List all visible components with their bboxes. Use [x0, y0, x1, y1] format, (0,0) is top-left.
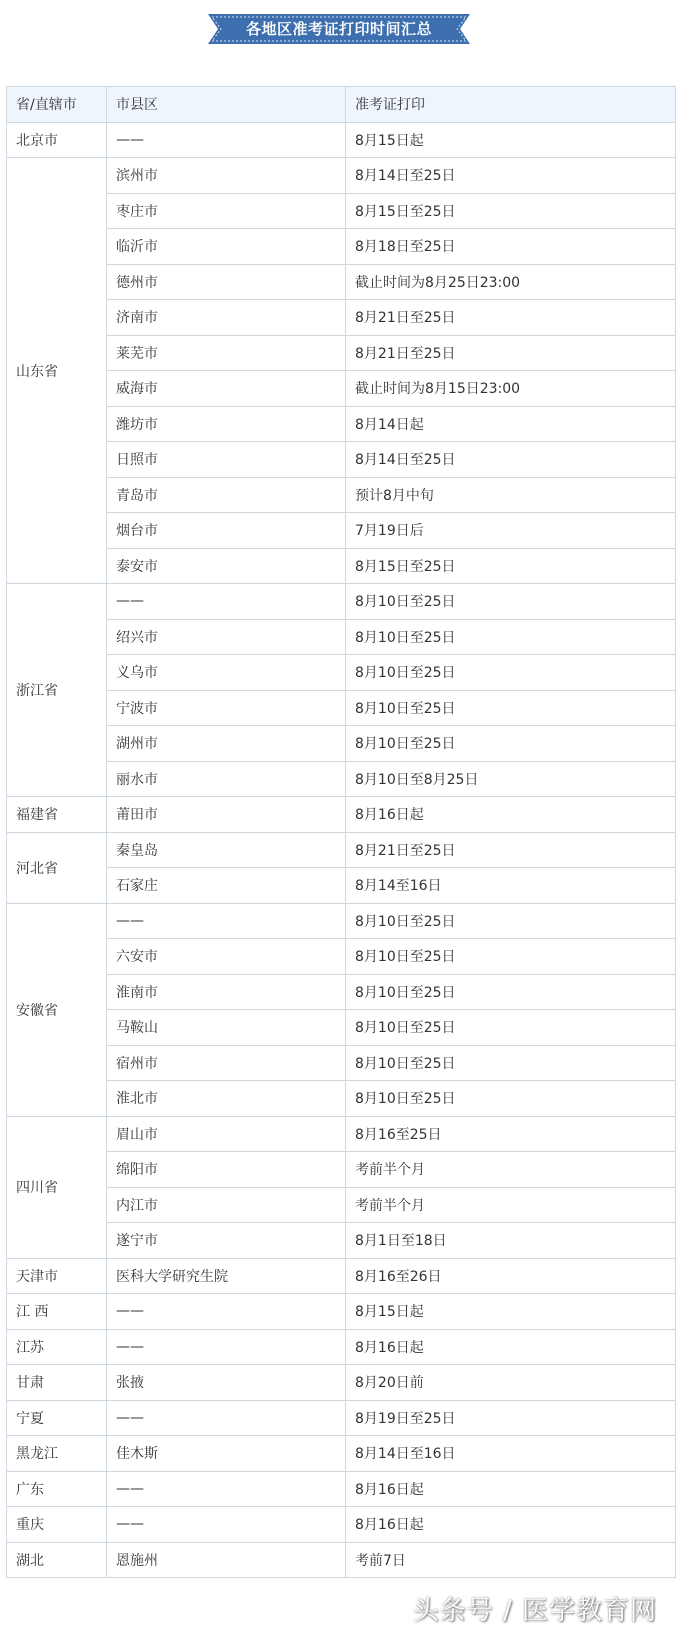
city-cell: 义乌市 [107, 655, 346, 691]
print-date-cell: 8月21日至25日 [346, 300, 676, 336]
print-date-cell: 8月15日起 [346, 122, 676, 158]
table-row [7, 371, 676, 407]
table-row [7, 903, 676, 939]
province-cell: 黑龙江 [7, 1436, 107, 1472]
province-cell: 河北省 [7, 832, 107, 903]
city-cell: 张掖 [107, 1365, 346, 1401]
print-date-cell: 7月19日后 [346, 513, 676, 549]
province-cell: 山东省 [7, 158, 107, 584]
province-cell: 江苏 [7, 1329, 107, 1365]
print-date-cell: 8月1日至18日 [346, 1223, 676, 1259]
print-date-cell: 8月18日至25日 [346, 229, 676, 265]
table-row [7, 868, 676, 904]
print-date-cell: 8月10日至25日 [346, 974, 676, 1010]
table-row [7, 1258, 676, 1294]
city-cell: —— [107, 122, 346, 158]
print-date-cell: 8月10日至8月25日 [346, 761, 676, 797]
table-row [7, 300, 676, 336]
print-date-cell: 8月21日至25日 [346, 335, 676, 371]
province-cell: 安徽省 [7, 903, 107, 1116]
province-cell: 福建省 [7, 797, 107, 833]
table-row [7, 832, 676, 868]
header-province: 省/直辖市 [7, 87, 107, 123]
table-row [7, 1542, 676, 1578]
city-cell: 宿州市 [107, 1045, 346, 1081]
city-cell: —— [107, 584, 346, 620]
city-cell: 济南市 [107, 300, 346, 336]
city-cell: 莱芜市 [107, 335, 346, 371]
city-cell: 枣庄市 [107, 193, 346, 229]
watermark: 头条号 / 医学教育网 [412, 1596, 657, 1626]
print-date-cell: 8月10日至25日 [346, 1081, 676, 1117]
province-cell: 宁夏 [7, 1400, 107, 1436]
print-date-cell: 考前半个月 [346, 1152, 676, 1188]
print-date-cell: 8月10日至25日 [346, 584, 676, 620]
city-cell: —— [107, 1400, 346, 1436]
city-cell: 眉山市 [107, 1116, 346, 1152]
print-date-cell: 8月16日起 [346, 797, 676, 833]
print-date-cell: 8月20日前 [346, 1365, 676, 1401]
table-row [7, 406, 676, 442]
table-row [7, 1081, 676, 1117]
table-row [7, 1010, 676, 1046]
table-row [7, 1294, 676, 1330]
city-cell: 丽水市 [107, 761, 346, 797]
province-cell: 天津市 [7, 1258, 107, 1294]
city-cell: 德州市 [107, 264, 346, 300]
table-row [7, 1507, 676, 1543]
city-cell: 临沂市 [107, 229, 346, 265]
print-date-cell: 8月10日至25日 [346, 1045, 676, 1081]
banner-title: 各地区准考证打印时间汇总 [245, 20, 432, 38]
city-cell: —— [107, 1471, 346, 1507]
city-cell: 潍坊市 [107, 406, 346, 442]
table-row [7, 264, 676, 300]
print-date-cell: 8月16日起 [346, 1507, 676, 1543]
print-date-cell: 考前半个月 [346, 1187, 676, 1223]
table-header-row [7, 87, 676, 123]
city-cell: 马鞍山 [107, 1010, 346, 1046]
print-date-cell: 8月16至25日 [346, 1116, 676, 1152]
table-row [7, 442, 676, 478]
table-row [7, 761, 676, 797]
city-cell: 莆田市 [107, 797, 346, 833]
print-date-cell: 8月15日起 [346, 1294, 676, 1330]
print-date-cell: 8月10日至25日 [346, 726, 676, 762]
print-date-cell: 8月14至16日 [346, 868, 676, 904]
table-row [7, 797, 676, 833]
print-date-cell: 8月21日至25日 [346, 832, 676, 868]
table-body [7, 122, 676, 1578]
city-cell: 淮北市 [107, 1081, 346, 1117]
city-cell: 烟台市 [107, 513, 346, 549]
city-cell: 滨州市 [107, 158, 346, 194]
table-row [7, 726, 676, 762]
header-city: 市县区 [107, 87, 346, 123]
table-row [7, 939, 676, 975]
city-cell: 淮南市 [107, 974, 346, 1010]
table-row [7, 335, 676, 371]
table-row [7, 655, 676, 691]
city-cell: 佳木斯 [107, 1436, 346, 1472]
print-date-cell: 8月16至26日 [346, 1258, 676, 1294]
city-cell: 六安市 [107, 939, 346, 975]
table-row [7, 1045, 676, 1081]
admission-ticket-table [6, 86, 676, 1578]
city-cell: 湖州市 [107, 726, 346, 762]
city-cell: —— [107, 903, 346, 939]
city-cell: —— [107, 1329, 346, 1365]
print-date-cell: 8月16日起 [346, 1329, 676, 1365]
city-cell: 恩施州 [107, 1542, 346, 1578]
table-row [7, 548, 676, 584]
city-cell: 绍兴市 [107, 619, 346, 655]
table-row [7, 974, 676, 1010]
city-cell: 宁波市 [107, 690, 346, 726]
city-cell: —— [107, 1507, 346, 1543]
city-cell: 绵阳市 [107, 1152, 346, 1188]
province-cell: 甘肃 [7, 1365, 107, 1401]
city-cell: 内江市 [107, 1187, 346, 1223]
province-cell: 浙江省 [7, 584, 107, 797]
print-date-cell: 8月10日至25日 [346, 655, 676, 691]
table-row [7, 513, 676, 549]
print-date-cell: 8月14日至25日 [346, 442, 676, 478]
city-cell: 石家庄 [107, 868, 346, 904]
print-date-cell: 8月10日至25日 [346, 939, 676, 975]
print-date-cell: 8月15日至25日 [346, 193, 676, 229]
table-row [7, 690, 676, 726]
print-date-cell: 8月19日至25日 [346, 1400, 676, 1436]
province-cell: 北京市 [7, 122, 107, 158]
title-banner [208, 14, 470, 44]
print-date-cell: 截止时间为8月15日23:00 [346, 371, 676, 407]
province-cell: 重庆 [7, 1507, 107, 1543]
city-cell: 青岛市 [107, 477, 346, 513]
province-cell: 江 西 [7, 1294, 107, 1330]
table-row [7, 1152, 676, 1188]
province-cell: 湖北 [7, 1542, 107, 1578]
print-date-cell: 8月16日起 [346, 1471, 676, 1507]
table-row [7, 619, 676, 655]
table-row [7, 1116, 676, 1152]
city-cell: 遂宁市 [107, 1223, 346, 1259]
city-cell: —— [107, 1294, 346, 1330]
print-date-cell: 8月10日至25日 [346, 619, 676, 655]
print-date-cell: 8月10日至25日 [346, 903, 676, 939]
print-date-cell: 预计8月中旬 [346, 477, 676, 513]
print-date-cell: 8月10日至25日 [346, 690, 676, 726]
province-cell: 四川省 [7, 1116, 107, 1258]
table-row [7, 229, 676, 265]
city-cell: 医科大学研究生院 [107, 1258, 346, 1294]
province-cell: 广东 [7, 1471, 107, 1507]
print-date-cell: 考前7日 [346, 1542, 676, 1578]
table-row [7, 1471, 676, 1507]
table-row [7, 1329, 676, 1365]
table-row [7, 1436, 676, 1472]
city-cell: 秦皇岛 [107, 832, 346, 868]
print-date-cell: 截止时间为8月25日23:00 [346, 264, 676, 300]
table-row [7, 122, 676, 158]
print-date-cell: 8月14日至16日 [346, 1436, 676, 1472]
table-row [7, 193, 676, 229]
table-row [7, 477, 676, 513]
table-row [7, 584, 676, 620]
table-row [7, 158, 676, 194]
print-date-cell: 8月14日起 [346, 406, 676, 442]
print-date-cell: 8月14日至25日 [346, 158, 676, 194]
city-cell: 日照市 [107, 442, 346, 478]
table-row [7, 1365, 676, 1401]
print-date-cell: 8月15日至25日 [346, 548, 676, 584]
city-cell: 泰安市 [107, 548, 346, 584]
header-print-date: 准考证打印 [346, 87, 676, 123]
table-row [7, 1223, 676, 1259]
city-cell: 威海市 [107, 371, 346, 407]
table-row [7, 1400, 676, 1436]
table-row [7, 1187, 676, 1223]
print-date-cell: 8月10日至25日 [346, 1010, 676, 1046]
